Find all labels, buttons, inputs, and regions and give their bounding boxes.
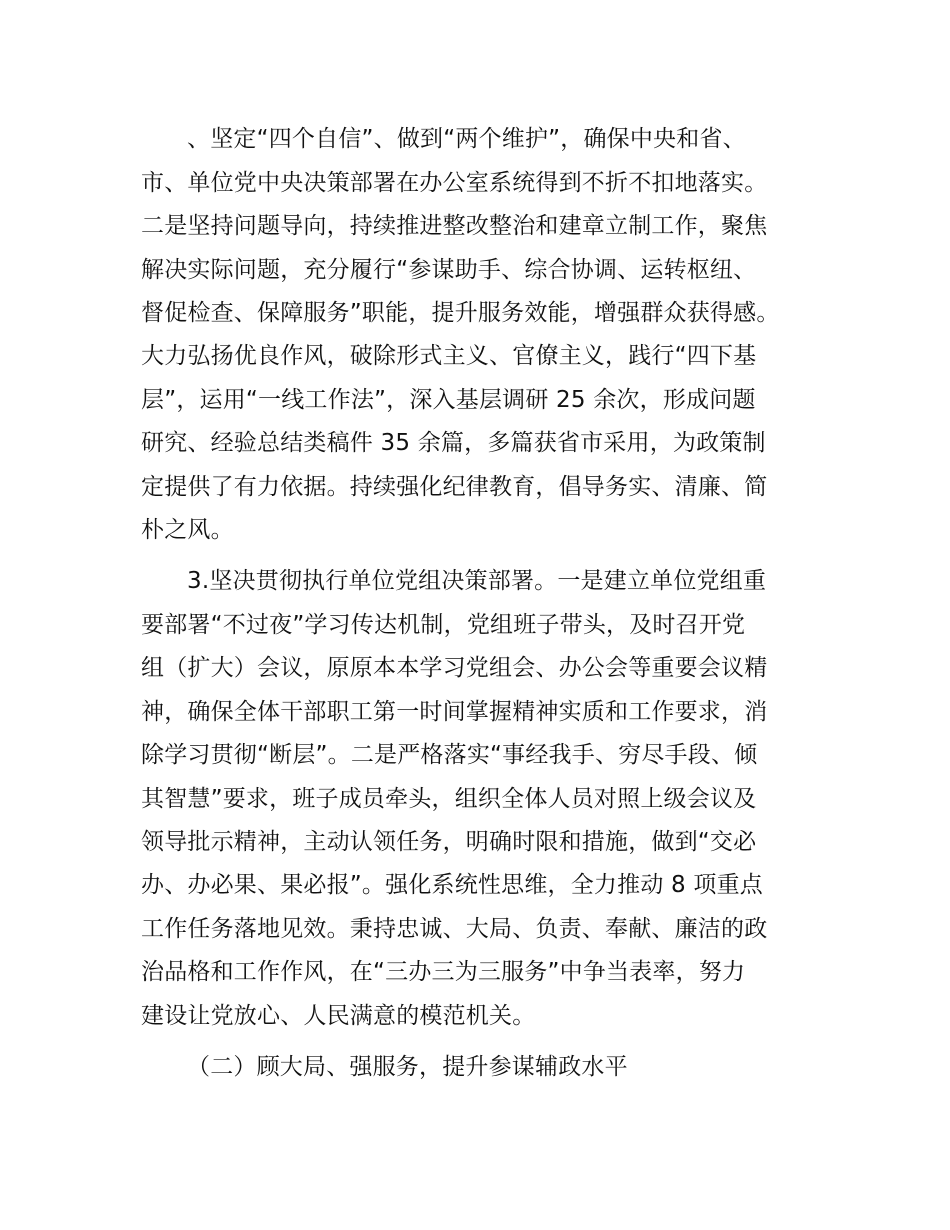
paragraph-line: 工作任务落地见效。秉持忠诚、大局、负责、奉献、廉洁的政 [141,916,768,942]
paragraph-line: 要部署“不过夜”学习传达机制，党组班子带头，及时召开党 [141,612,746,638]
paragraph-line: 督促检查、保障服务”职能，提升服务效能，增强群众获得感。 [141,300,780,326]
paragraph-line: 市、单位党中央决策部署在办公室系统得到不折不扣地落实。 [141,170,768,196]
paragraph-line: 3.坚决贯彻执行单位党组决策部署。一是建立单位党组重 [187,568,767,594]
paragraph-line: 二是坚持问题导向，持续推进整改整治和建章立制工作，聚焦 [141,213,768,239]
paragraph-line: 定提供了有力依据。持续强化纪律教育，倡导务实、清廉、简 [141,474,768,500]
paragraph-line: 解决实际问题，充分履行“参谋助手、综合协调、运转枢纽、 [141,257,757,283]
paragraph-line: 神，确保全体干部职工第一时间掌握精神实质和工作要求，消 [141,699,768,725]
paragraph-line: 朴之风。 [141,517,234,543]
paragraph-line: 建设让党放心、人民满意的模范机关。 [141,1003,536,1029]
paragraph-line: 其智慧”要求，班子成员牵头，组织全体人员对照上级会议及 [141,786,757,812]
paragraph-line: 层”，运用“一线工作法”，深入基层调研 25 余次，形成问题 [141,387,756,413]
paragraph-line: 办、办必果、果必报”。强化系统性思维，全力推动 8 项重点 [141,872,763,898]
paragraph-line: 领导批示精神，主动认领任务，明确时限和措施，做到“交必 [141,829,757,855]
paragraph-line: 大力弘扬优良作风，破除形式主义、官僚主义，践行“四下基 [141,343,757,369]
section-heading: （二）顾大局、强服务，提升参谋辅政水平 [187,1054,628,1080]
paragraph-line: 组（扩大）会议，原原本本学习党组会、办公会等重要会议精 [141,655,768,681]
paragraph-line: 除学习贯彻“断层”。二是严格落实“事经我手、穷尽手段、倾 [141,742,758,768]
paragraph-line: 治品格和工作作风，在“三办三为三服务”中争当表率，努力 [141,959,746,985]
paragraph-line: 、坚定“四个自信”、做到“两个维护”，确保中央和省、 [187,126,746,152]
paragraph-line: 研究、经验总结类稿件 35 余篇，多篇获省市采用，为政策制 [141,430,766,456]
